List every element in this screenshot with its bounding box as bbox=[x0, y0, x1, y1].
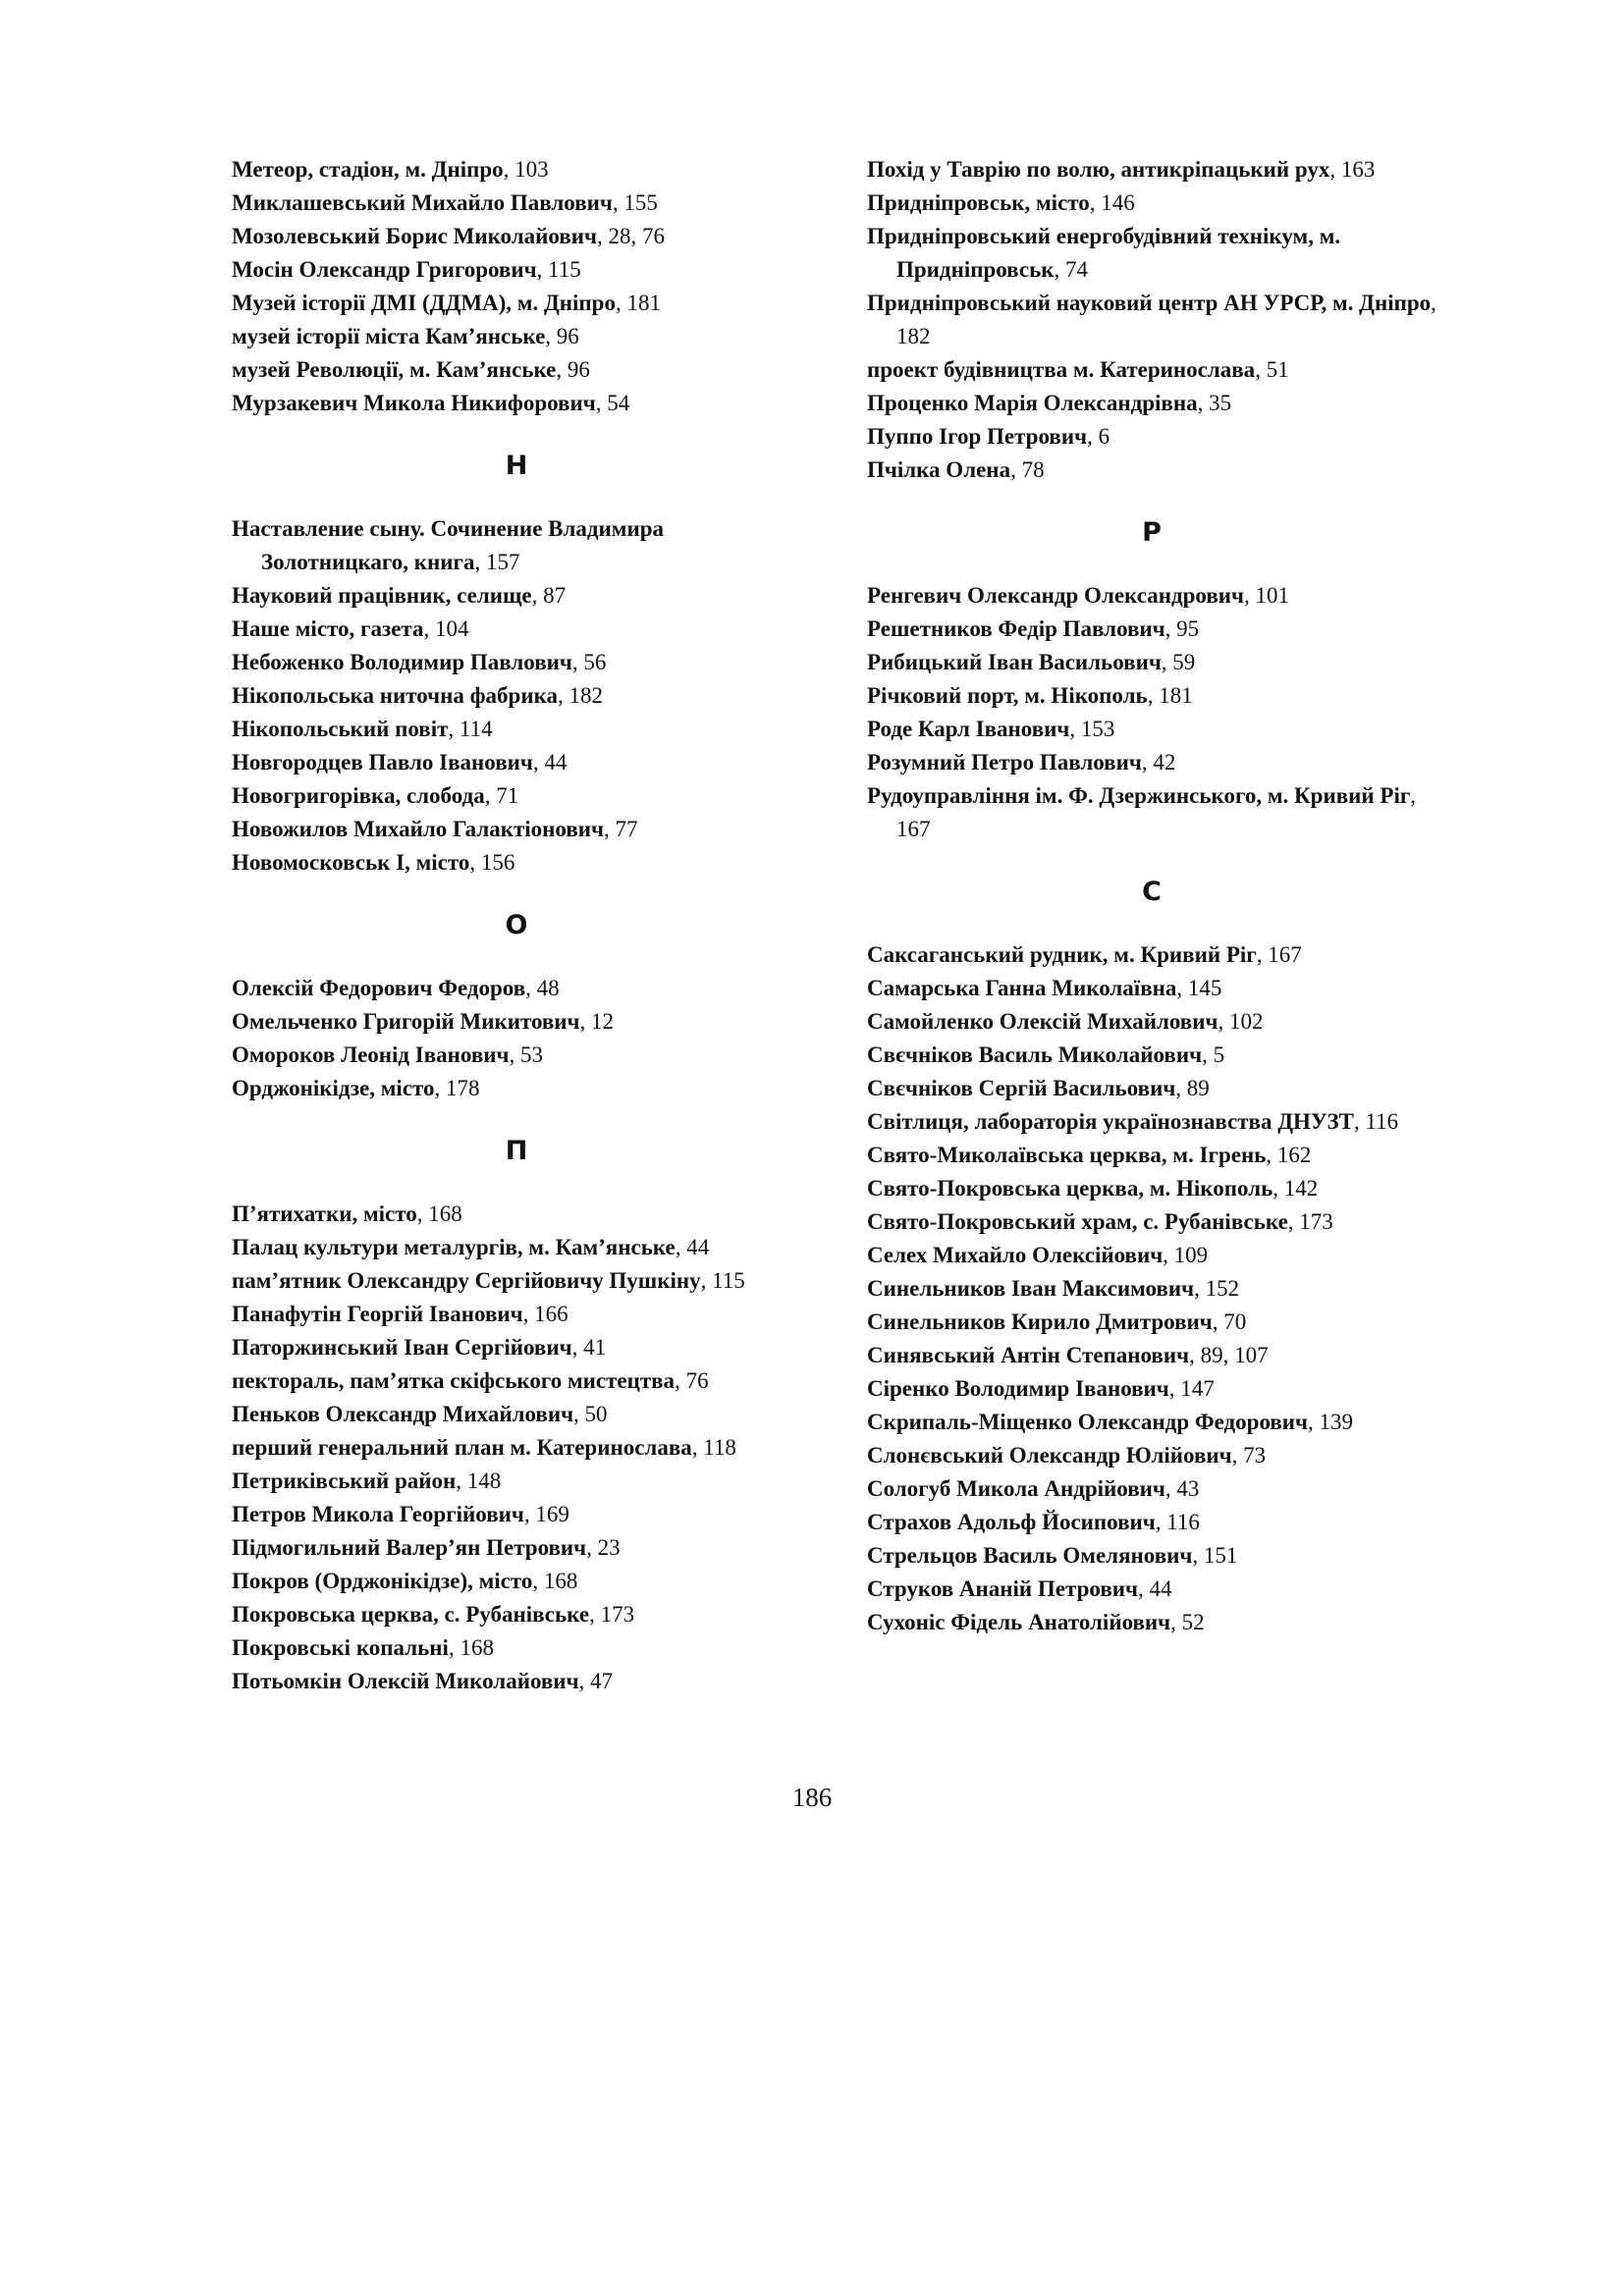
index-entry-term: Саксаганський рудник, м. Кривий Ріг bbox=[867, 942, 1257, 967]
index-entry-pages: , 70 bbox=[1212, 1309, 1247, 1334]
index-entry-pages: , 95 bbox=[1164, 616, 1200, 641]
index-entry bbox=[867, 1306, 1436, 1339]
index-column-right bbox=[867, 153, 1436, 1639]
index-entry-pages: , 115 bbox=[536, 257, 581, 282]
index-entry-term: проект будівництва м. Катеринослава bbox=[867, 357, 1256, 382]
page-number: 186 bbox=[791, 1783, 833, 1812]
index-letter-heading: О bbox=[505, 910, 528, 940]
index-entry-pages: , 76 bbox=[675, 1368, 709, 1393]
index-letter-heading: Р bbox=[1142, 517, 1162, 548]
index-entry-term: Скрипаль-Міщенко Олександр Федорович bbox=[867, 1410, 1309, 1434]
index-entry-term: Новогригорівка, слобода bbox=[232, 783, 485, 808]
index-entry bbox=[232, 1531, 801, 1565]
index-entry bbox=[232, 779, 801, 813]
index-entry bbox=[232, 646, 801, 679]
index-entry-pages: , 167 bbox=[896, 783, 1417, 841]
index-letter-heading: П bbox=[505, 1136, 528, 1166]
index-entry-pages: , 157 bbox=[474, 550, 520, 574]
index-entry-term: Рибицький Іван Васильович bbox=[867, 650, 1162, 674]
index-entry-term: П’ятихатки, місто bbox=[232, 1201, 417, 1226]
index-entry-pages: , 182 bbox=[558, 683, 604, 708]
index-entry-term: Покровська церква, с. Рубанівське bbox=[232, 1602, 590, 1627]
index-entry-term: Самарська Ганна Миколаївна bbox=[867, 976, 1177, 1000]
index-entry-term: Наставление сыну. Сочинение Владимира Золотницкаго, книга bbox=[232, 516, 664, 574]
index-entry bbox=[867, 1172, 1436, 1205]
index-entry bbox=[867, 1372, 1436, 1406]
index-entry-term: Придніпровський науковий центр АН УРСР, м. Дніпро bbox=[867, 291, 1432, 315]
index-entry bbox=[232, 153, 801, 187]
index-entry-term: Придніпровськ, місто bbox=[867, 190, 1090, 215]
index-entry bbox=[232, 220, 801, 253]
index-entry-pages: , 56 bbox=[571, 650, 607, 674]
index-entry bbox=[867, 713, 1436, 746]
index-column-left bbox=[232, 153, 801, 1698]
index-entry-term: перший генеральний план м. Катеринослава bbox=[232, 1435, 692, 1460]
index-entry-pages: , 139 bbox=[1308, 1410, 1354, 1434]
index-entry-pages: , 169 bbox=[523, 1502, 569, 1526]
index-entry bbox=[232, 1598, 801, 1631]
index-entry-term: Свято-Покровська церква, м. Нікополь bbox=[867, 1176, 1273, 1201]
index-entry bbox=[867, 153, 1436, 187]
index-entry-term: Решетников Федір Павлович bbox=[867, 616, 1165, 641]
index-entry-term: Панафутін Георгій Іванович bbox=[232, 1302, 523, 1326]
index-entry-term: Потьомкін Олексій Миколайович bbox=[232, 1669, 579, 1693]
index-entry-term: Мозолевський Борис Миколайович bbox=[232, 224, 597, 248]
index-entry bbox=[867, 220, 1436, 287]
index-entry-term: Пчілка Олена bbox=[867, 457, 1011, 482]
index-entry-pages: , 44 bbox=[532, 750, 568, 774]
index-entry-pages: , 147 bbox=[1168, 1376, 1215, 1401]
index-entry-term: Сухоніс Фідель Анатолійович bbox=[867, 1610, 1171, 1634]
index-entry-term: Палац культури металургів, м. Кам’янське bbox=[232, 1235, 676, 1259]
index-entry-pages: , 73 bbox=[1231, 1443, 1267, 1468]
index-entry-term: Рудоуправління ім. Ф. Дзержинського, м. Кривий Ріг bbox=[867, 783, 1411, 808]
index-entry-pages: , 52 bbox=[1170, 1610, 1205, 1634]
index-entry bbox=[232, 713, 801, 746]
index-entry-pages: , 51 bbox=[1255, 357, 1289, 382]
index-entry-pages: , 162 bbox=[1266, 1143, 1312, 1167]
index-entry-pages: , 145 bbox=[1176, 976, 1222, 1000]
index-entry-pages: , 42 bbox=[1141, 750, 1176, 774]
index-entry bbox=[867, 679, 1436, 713]
index-entry-pages: , 168 bbox=[532, 1569, 578, 1593]
index-entry-term: музей Революції, м. Кам’янське bbox=[232, 357, 557, 382]
index-entry bbox=[867, 613, 1436, 646]
index-entry-pages: , 53 bbox=[509, 1042, 544, 1067]
index-entry-pages: , 35 bbox=[1197, 391, 1232, 415]
index-entry-term: Свєчніков Сергій Васильович bbox=[867, 1076, 1176, 1100]
index-entry bbox=[232, 1298, 801, 1331]
index-entry-term: Петров Микола Георгійович bbox=[232, 1502, 524, 1526]
index-entry-term: Стрельцов Василь Омелянович bbox=[867, 1543, 1193, 1568]
index-entry bbox=[232, 353, 801, 387]
index-entry-pages: , 96 bbox=[556, 357, 590, 382]
index-entry-pages: , 167 bbox=[1256, 942, 1302, 967]
index-entry-pages: , 116 bbox=[1155, 1510, 1200, 1534]
index-entry-term: Олексій Федорович Федоров bbox=[232, 976, 526, 1000]
index-entry-term: Нікопольський повіт bbox=[232, 717, 449, 741]
index-entry-term: Синельников Кирило Дмитрович bbox=[867, 1309, 1213, 1334]
index-entry-pages: , 118 bbox=[691, 1435, 736, 1460]
index-entry-term: Наше місто, газета bbox=[232, 616, 424, 641]
index-entry bbox=[867, 746, 1436, 779]
index-entry bbox=[232, 1665, 801, 1698]
index-entry bbox=[232, 1072, 801, 1105]
index-entry-pages: , 96 bbox=[545, 324, 579, 348]
index-entry bbox=[232, 972, 801, 1005]
index-entry bbox=[232, 1364, 801, 1398]
index-entry-pages: , 116 bbox=[1354, 1109, 1399, 1134]
index-entry-pages: , 74 bbox=[1054, 257, 1089, 282]
index-entry-pages: , 142 bbox=[1272, 1176, 1319, 1201]
index-entry bbox=[232, 253, 801, 287]
index-entry bbox=[232, 1565, 801, 1598]
index-entry-term: Придніпровський енергобудівний технікум, м. Придніпровськ bbox=[867, 224, 1341, 282]
index-entry-pages: , 181 bbox=[615, 291, 661, 315]
index-entry bbox=[232, 846, 801, 880]
index-entry bbox=[867, 1139, 1436, 1172]
index-entry bbox=[867, 1105, 1436, 1139]
index-entry-pages: , 44 bbox=[1137, 1576, 1172, 1601]
index-entry-term: Метеор, стадіон, м. Дніпро bbox=[232, 157, 504, 182]
index-entry-term: Сологуб Микола Андрійович bbox=[867, 1476, 1165, 1501]
index-entry-pages: , 59 bbox=[1161, 650, 1196, 674]
index-entry-term: Синявський Антін Степанович bbox=[867, 1343, 1190, 1367]
index-entry bbox=[867, 420, 1436, 454]
index-entry-term: Селех Михайло Олексійович bbox=[867, 1243, 1164, 1267]
index-entry-pages: , 181 bbox=[1147, 683, 1193, 708]
index-entry-term: музей історії міста Кам’янське bbox=[232, 324, 546, 348]
index-entry bbox=[232, 187, 801, 220]
index-entry bbox=[232, 813, 801, 846]
index-entry-pages: , 6 bbox=[1087, 424, 1110, 449]
index-entry bbox=[232, 579, 801, 613]
index-entry bbox=[232, 679, 801, 713]
index-entry-pages: , 168 bbox=[416, 1201, 462, 1226]
index-entry-pages: , 43 bbox=[1164, 1476, 1200, 1501]
index-entry-term: Небоженко Володимир Павлович bbox=[232, 650, 572, 674]
index-entry-pages: , 163 bbox=[1329, 157, 1376, 182]
index-entry bbox=[232, 1231, 801, 1264]
index-entry bbox=[232, 1465, 801, 1498]
index-entry-pages: , 47 bbox=[578, 1669, 614, 1693]
index-entry-pages: , 101 bbox=[1243, 583, 1289, 608]
index-entry-pages: , 146 bbox=[1089, 190, 1135, 215]
index-entry-pages: , 155 bbox=[612, 190, 658, 215]
index-entry-term: Паторжинський Іван Сергійович bbox=[232, 1335, 572, 1360]
index-entry-term: Омороков Леонід Іванович bbox=[232, 1042, 510, 1067]
index-entry bbox=[867, 1439, 1436, 1472]
index-entry bbox=[232, 287, 801, 320]
index-entry-pages: , 48 bbox=[525, 976, 560, 1000]
index-entry-pages: , 178 bbox=[434, 1076, 480, 1100]
index-entry-term: Річковий порт, м. Нікополь bbox=[867, 683, 1148, 708]
index-entry-pages: , 148 bbox=[456, 1468, 502, 1493]
index-entry bbox=[867, 1005, 1436, 1039]
index-entry bbox=[867, 1039, 1436, 1072]
index-entry-term: Орджонікідзе, місто bbox=[232, 1076, 435, 1100]
index-entry-term: Покров (Орджонікідзе), місто bbox=[232, 1569, 533, 1593]
index-entry-term: Струков Ананій Петрович bbox=[867, 1576, 1138, 1601]
index-entry bbox=[867, 1506, 1436, 1539]
index-entry-pages: , 115 bbox=[700, 1268, 745, 1293]
index-entry bbox=[867, 972, 1436, 1005]
index-entry bbox=[232, 746, 801, 779]
index-entry bbox=[232, 1039, 801, 1072]
index-entry-pages: , 166 bbox=[522, 1302, 568, 1326]
index-entry-term: Самойленко Олексій Михайлович bbox=[867, 1009, 1218, 1034]
index-entry-term: Свєчніков Василь Миколайович bbox=[867, 1042, 1203, 1067]
index-entry-term: Мурзакевич Микола Никифорович bbox=[232, 391, 596, 415]
index-entry bbox=[867, 1606, 1436, 1639]
index-entry-term: Свято-Миколаївська церква, м. Ігрень bbox=[867, 1143, 1267, 1167]
index-entry bbox=[867, 287, 1436, 353]
index-entry bbox=[232, 613, 801, 646]
index-entry bbox=[867, 187, 1436, 220]
index-entry-term: пам’ятник Олександру Сергійовичу Пушкіну bbox=[232, 1268, 701, 1293]
index-entry bbox=[232, 387, 801, 420]
index-entry bbox=[867, 579, 1436, 613]
index-entry-pages: , 153 bbox=[1069, 717, 1115, 741]
index-entry-pages: , 78 bbox=[1010, 457, 1045, 482]
index-entry-term: Новожилов Михайло Галактіонович bbox=[232, 817, 604, 841]
index-entry bbox=[232, 320, 801, 353]
index-entry-term: Розумний Петро Павлович bbox=[867, 750, 1142, 774]
index-entry-term: Миклашевський Михайло Павлович bbox=[232, 190, 613, 215]
index-entry bbox=[867, 1205, 1436, 1239]
index-entry-term: Покровські копальні bbox=[232, 1635, 449, 1660]
index-entry-pages: , 102 bbox=[1218, 1009, 1264, 1034]
index-entry bbox=[232, 512, 801, 579]
index-entry-term: Синельников Іван Максимович bbox=[867, 1276, 1195, 1301]
index-entry-pages: , 50 bbox=[573, 1402, 608, 1426]
index-entry-term: Омельченко Григорій Микитович bbox=[232, 1009, 580, 1034]
index-letter-heading: С bbox=[1142, 877, 1162, 907]
index-entry-pages: , 77 bbox=[603, 817, 638, 841]
index-entry-term: Музей історії ДМІ (ДДМА), м. Дніпро bbox=[232, 291, 616, 315]
index-entry bbox=[867, 1406, 1436, 1439]
index-entry-pages: , 41 bbox=[571, 1335, 607, 1360]
index-entry-pages: , 87 bbox=[531, 583, 567, 608]
index-entry-pages: , 182 bbox=[896, 291, 1436, 348]
index-letter-heading: Н bbox=[505, 451, 528, 481]
index-entry-term: Новгородцев Павло Іванович bbox=[232, 750, 533, 774]
index-entry bbox=[867, 1339, 1436, 1372]
index-entry bbox=[867, 1072, 1436, 1105]
index-entry-term: Роде Карл Іванович bbox=[867, 717, 1070, 741]
index-entry-pages: , 44 bbox=[675, 1235, 710, 1259]
index-entry-term: Ренгевич Олександр Олександрович bbox=[867, 583, 1244, 608]
index-entry-term: Страхов Адольф Йосипович bbox=[867, 1510, 1156, 1534]
index-entry-pages: , 71 bbox=[484, 783, 519, 808]
index-entry bbox=[232, 1498, 801, 1531]
index-entry-pages: , 89 bbox=[1175, 1076, 1210, 1100]
index-entry-pages: , 12 bbox=[579, 1009, 615, 1034]
index-entry-pages: , 168 bbox=[448, 1635, 494, 1660]
index-entry-pages: , 156 bbox=[469, 850, 515, 875]
index-entry-pages: , 89, 107 bbox=[1189, 1343, 1269, 1367]
index-entry-term: Свято-Покровський храм, с. Рубанівське bbox=[867, 1209, 1288, 1234]
index-entry bbox=[232, 1331, 801, 1364]
index-entry bbox=[867, 1472, 1436, 1506]
index-entry bbox=[867, 938, 1436, 972]
index-entry-term: Світлиця, лабораторія українознавства ДНУЗТ bbox=[867, 1109, 1354, 1134]
index-entry-pages: , 104 bbox=[423, 616, 469, 641]
index-entry-pages: , 54 bbox=[595, 391, 630, 415]
index-entry bbox=[867, 1573, 1436, 1606]
index-entry-term: Новомосковськ І, місто bbox=[232, 850, 470, 875]
index-entry-term: Сіренко Володимир Іванович bbox=[867, 1376, 1169, 1401]
index-entry-term: пектораль, пам’ятка скіфського мистецтва bbox=[232, 1368, 676, 1393]
index-entry-pages: , 152 bbox=[1194, 1276, 1240, 1301]
index-entry-pages: , 173 bbox=[589, 1602, 635, 1627]
index-entry bbox=[232, 1631, 801, 1665]
index-entry bbox=[867, 646, 1436, 679]
index-entry-term: Пуппо Ігор Петрович bbox=[867, 424, 1088, 449]
index-entry bbox=[232, 1398, 801, 1431]
index-entry-term: Нікопольська ниточна фабрика bbox=[232, 683, 559, 708]
index-entry-term: Похід у Таврію по волю, антикріпацький рух bbox=[867, 157, 1330, 182]
index-entry bbox=[867, 1272, 1436, 1306]
index-entry-term: Пеньков Олександр Михайлович bbox=[232, 1402, 574, 1426]
index-entry bbox=[867, 454, 1436, 487]
index-entry-term: Проценко Марія Олександрівна bbox=[867, 391, 1198, 415]
index-entry bbox=[232, 1005, 801, 1039]
index-entry bbox=[867, 387, 1436, 420]
index-entry-term: Науковий працівник, селище bbox=[232, 583, 532, 608]
index-entry bbox=[867, 1239, 1436, 1272]
index-entry bbox=[867, 1539, 1436, 1573]
index-entry-pages: , 173 bbox=[1287, 1209, 1333, 1234]
index-entry-term: Петриківський район bbox=[232, 1468, 457, 1493]
index-entry bbox=[867, 779, 1436, 846]
index-entry bbox=[867, 353, 1436, 387]
index-entry-pages: , 109 bbox=[1163, 1243, 1209, 1267]
index-entry-pages: , 23 bbox=[586, 1535, 621, 1560]
index-entry-pages: , 114 bbox=[448, 717, 493, 741]
index-entry-term: Підмогильний Валер’ян Петрович bbox=[232, 1535, 587, 1560]
index-entry-pages: , 103 bbox=[503, 157, 549, 182]
index-entry bbox=[232, 1431, 801, 1465]
index-entry-pages: , 28, 76 bbox=[596, 224, 665, 248]
index-entry bbox=[232, 1264, 801, 1298]
index-entry-pages: , 151 bbox=[1192, 1543, 1238, 1568]
index-entry-pages: , 5 bbox=[1202, 1042, 1225, 1067]
index-entry bbox=[232, 1198, 801, 1231]
index-entry-term: Мосін Олександр Григорович bbox=[232, 257, 537, 282]
index-entry-term: Слонєвський Олександр Юлійович bbox=[867, 1443, 1232, 1468]
